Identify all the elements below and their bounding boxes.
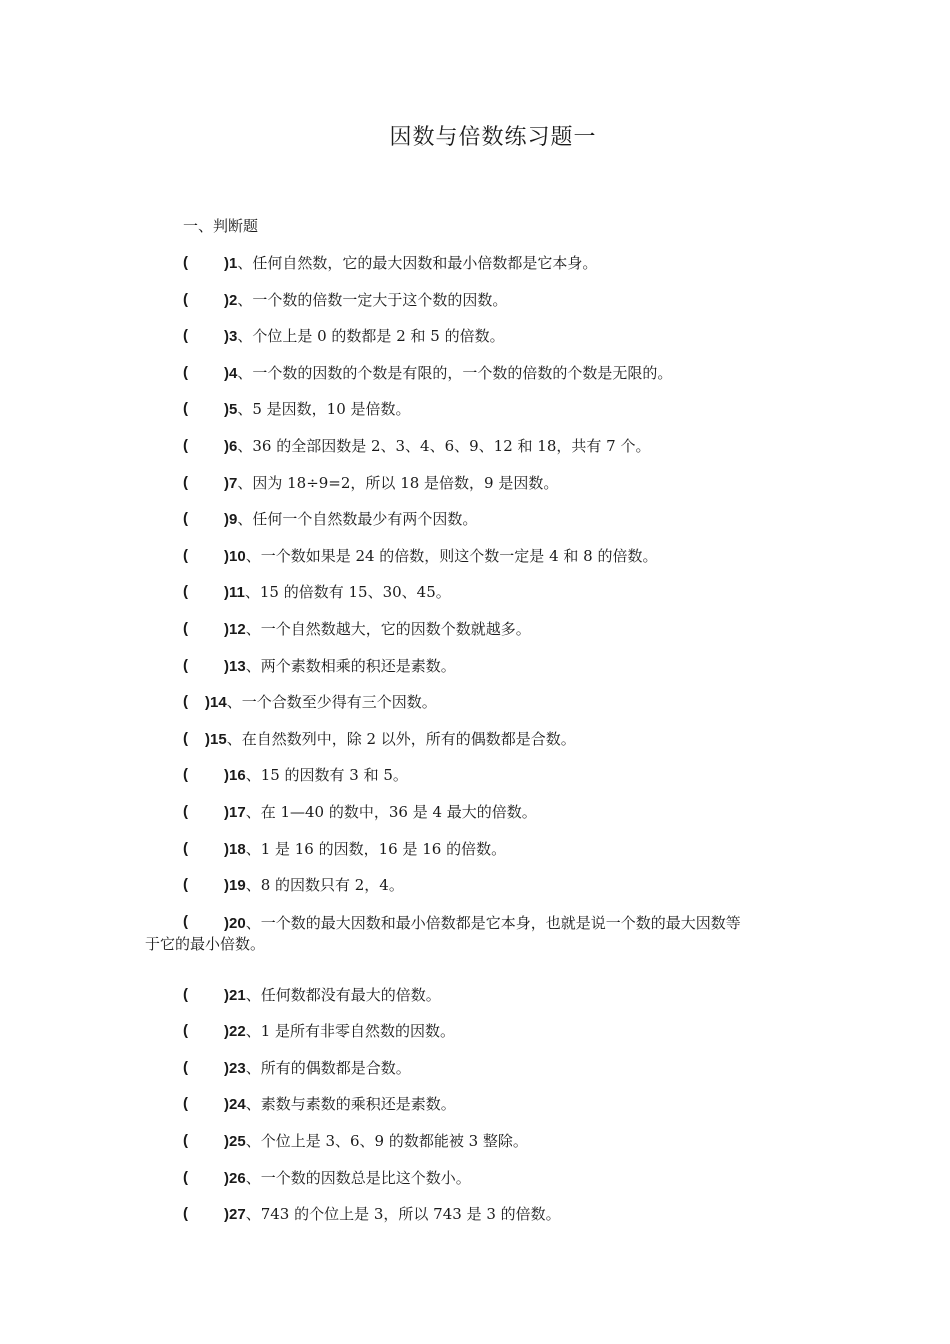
question-item [0,656,950,693]
question-number: )11 [224,584,245,602]
question-number: )7 [224,474,238,492]
question-item [0,436,950,473]
question-statement: 、两个素数相乘的积还是素数。 [245,656,456,675]
question-number: )24 [224,1096,246,1114]
question-text [224,875,404,896]
answer-blank[interactable]: ( [183,839,188,857]
question-statement: 、1 是所有非零自然数的因数。 [245,1022,456,1041]
answer-blank[interactable]: ( [183,1022,188,1040]
question-item [0,1168,950,1205]
question-number: )27 [224,1206,246,1224]
answer-blank[interactable]: ( [183,912,188,930]
question-number: )20 [224,914,246,932]
question-statement: 、743 的个位上是 3，所以 743 是 3 的倍数。 [245,1205,561,1224]
question-item [0,1204,950,1241]
question-number: )25 [224,1133,246,1151]
question-statement: 、个位上是 0 的数都是 2 和 5 的倍数。 [237,327,505,346]
question-number: )1 [224,255,238,272]
question-item [0,253,950,290]
question-item [0,509,950,546]
question-text [224,802,537,823]
question-item [0,912,950,985]
answer-blank[interactable]: ( [183,766,188,784]
question-statement: 、一个数的因数的个数是有限的，一个数的倍数的个数是无限的。 [237,363,673,382]
question-text [224,253,597,274]
question-text [224,582,451,603]
question-text [224,509,477,530]
question-text [224,363,672,384]
answer-blank[interactable]: ( [183,1205,188,1223]
question-statement: 、8 的因数只有 2，4。 [245,876,404,895]
answer-blank[interactable]: ( [183,327,188,345]
question-number: )19 [224,877,246,895]
answer-blank[interactable]: ( [183,1058,188,1076]
question-item [0,1131,950,1168]
question-text [224,1094,456,1115]
answer-blank[interactable]: ( [183,363,188,381]
question-statement: 、素数与素数的乘积还是素数。 [245,1095,456,1114]
question-item [0,473,950,510]
question-statement: 、一个合数至少得有三个因数。 [226,693,437,712]
question-statement: 、15 的因数有 3 和 5。 [245,766,408,785]
answer-blank[interactable]: ( [183,510,188,528]
answer-blank[interactable]: ( [183,1168,188,1186]
answer-blank[interactable]: ( [183,254,188,271]
question-continuation: 于它的最小倍数。 [145,934,266,953]
question-item [0,875,950,912]
question-item [0,985,950,1022]
question-statement: 、1 是 16 的因数，16 是 16 的倍数。 [245,839,507,858]
question-statement: 、15 的倍数有 15、30、45。 [244,583,451,602]
question-number: )23 [224,1059,246,1077]
question-text [224,546,657,567]
question-text [205,692,437,713]
question-number: )4 [224,364,238,382]
question-text [224,290,507,311]
answer-blank[interactable]: ( [183,400,188,418]
question-item [0,765,950,802]
question-statement: 、在 1—40 的数中，36 是 4 最大的倍数。 [245,802,537,821]
question-statement: 、一个数如果是 24 的倍数，则这个数一定是 4 和 8 的倍数。 [245,546,658,565]
section-heading: 一、判断题 [183,217,259,235]
question-statement: 、任何数都没有最大的倍数。 [245,985,441,1004]
question-item [0,1058,950,1095]
question-statement: 、因为 18÷9=2，所以 18 是倍数，9 是因数。 [237,473,559,492]
question-item [0,290,950,327]
question-number: )14 [205,694,227,712]
question-list [0,253,950,1241]
answer-blank[interactable]: ( [183,876,188,894]
question-item [0,546,950,583]
question-number: )9 [224,511,238,529]
question-item [0,399,950,436]
question-number: )6 [224,437,238,455]
question-number: )21 [224,986,246,1004]
question-number: )18 [224,840,246,858]
answer-blank[interactable]: ( [183,583,188,601]
answer-blank[interactable]: ( [183,436,188,454]
question-number: )15 [205,730,227,748]
question-number: )16 [224,767,246,785]
answer-blank[interactable]: ( [183,619,188,637]
answer-blank[interactable]: ( [183,546,188,564]
answer-blank[interactable]: ( [183,473,188,491]
question-statement: 、36 的全部因数是 2、3、4、6、9、12 和 18，共有 7 个。 [237,436,651,455]
question-statement: 、一个自然数越大，它的因数个数就越多。 [245,619,531,638]
question-text [224,1058,411,1079]
question-text [224,436,650,457]
question-statement: 、一个数的最大因数和最小倍数都是它本身，也就是说一个数的最大因数等 [245,913,741,932]
answer-blank[interactable]: ( [183,985,188,1003]
question-item [0,582,950,619]
question-statement: 、一个数的因数总是比这个数小。 [245,1168,471,1187]
question-text [205,729,576,750]
question-statement: 、个位上是 3、6、9 的数都能被 3 整除。 [245,1132,528,1151]
question-text [224,1168,471,1189]
question-item [0,363,950,400]
question-number: )12 [224,620,246,638]
question-statement: 、所有的偶数都是合数。 [245,1058,411,1077]
question-item [0,692,950,729]
question-text [224,985,441,1006]
question-statement: 、任何自然数，它的最大因数和最小倍数都是它本身。 [237,254,598,272]
question-statement: 、5 是因数，10 是倍数。 [237,400,411,419]
answer-blank[interactable]: ( [183,1132,188,1150]
question-item [0,802,950,839]
question-text [224,656,456,677]
question-item [0,326,950,363]
answer-blank[interactable]: ( [183,802,188,820]
question-item [0,619,950,656]
question-item [0,729,950,766]
question-text [224,473,558,494]
question-item [0,1094,950,1131]
question-text [224,399,411,420]
answer-blank[interactable]: ( [183,693,188,711]
question-number: )26 [224,1169,246,1187]
question-statement: 、任何一个自然数最少有两个因数。 [237,510,478,529]
page-title: 因数与倍数练习题一 [389,125,597,150]
question-item [0,1021,950,1058]
answer-blank[interactable]: ( [183,1095,188,1113]
question-item [0,839,950,876]
question-statement: 、一个数的倍数一定大于这个数的因数。 [237,290,508,309]
answer-blank[interactable]: ( [183,729,188,747]
question-text [224,1021,455,1042]
question-text [224,1204,561,1225]
question-number: )2 [224,291,238,309]
question-number: )10 [224,547,246,565]
question-text [224,765,408,786]
answer-blank[interactable]: ( [183,656,188,674]
answer-blank[interactable]: ( [183,290,188,308]
question-statement: 、在自然数列中，除 2 以外，所有的偶数都是合数。 [226,729,576,748]
question-text [224,326,505,347]
question-number: )17 [224,803,246,821]
question-number: )22 [224,1023,246,1041]
question-number: )3 [224,328,238,346]
question-text [224,839,506,860]
question-number: )5 [224,401,238,419]
question-number: )13 [224,657,246,675]
question-text [224,1131,528,1152]
question-text [224,912,824,935]
question-text [224,619,531,640]
